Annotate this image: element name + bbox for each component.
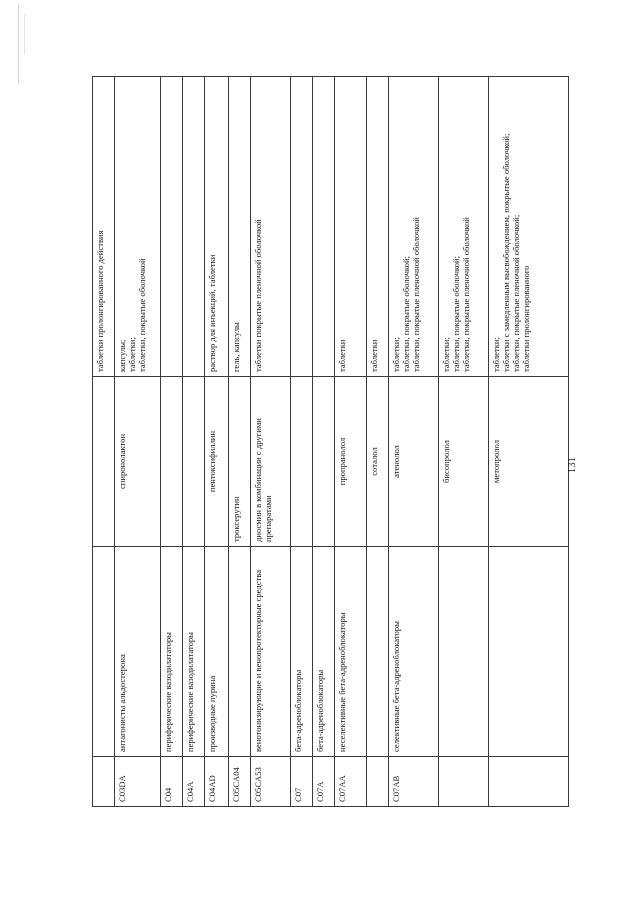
dosage-form-line: таблетки;	[491, 337, 501, 372]
table-row	[183, 77, 205, 807]
drug-name-cell	[93, 377, 115, 547]
dosage-forms-cell	[205, 77, 229, 377]
dosage-form-line: капсулы;	[117, 339, 127, 372]
drug-name-cell	[313, 377, 335, 547]
dosage-form-line: таблетки пролонгированного действия	[95, 230, 105, 372]
table-row	[367, 77, 389, 807]
atc-code-cell	[439, 757, 489, 807]
table-row	[205, 77, 229, 807]
atc-code-cell: C07AB	[389, 757, 439, 807]
dosage-forms-cell	[367, 77, 389, 377]
dosage-form-line: таблетки, покрытые оболочкой	[137, 258, 148, 372]
dosage-form-line: таблетки покрытые пленочной оболочкой	[253, 219, 263, 372]
dosage-form-line: таблетки с замедленным высвобождением, покрытые оболочкой;	[501, 133, 512, 372]
drug-name-cell	[183, 377, 205, 547]
atc-code-cell: C04A	[183, 757, 205, 807]
drug-name-cell: соталол	[367, 377, 389, 547]
dosage-forms-cell	[489, 77, 569, 377]
group-name-cell: венотонизирующие и венопротекторные средства	[251, 547, 291, 757]
drug-name-cell: атенолол	[389, 377, 439, 547]
dosage-forms-cell	[439, 77, 489, 377]
group-name-cell	[489, 547, 569, 757]
dosage-form-line: таблетки, покрытые оболочкой;	[451, 256, 462, 372]
table-body	[93, 77, 569, 807]
dosage-forms-cell	[183, 77, 205, 377]
drug-name-cell: бисопролол	[439, 377, 489, 547]
drug-name-cell: троксерутин	[229, 377, 251, 547]
group-name-cell	[367, 547, 389, 757]
group-name-cell: бета-адреноблокаторы	[291, 547, 313, 757]
drug-name-cell: метопролол	[489, 377, 569, 547]
drug-name-cell: пропранолол	[335, 377, 367, 547]
dosage-form-line: таблетки	[369, 339, 379, 372]
dosage-forms-cell	[229, 77, 251, 377]
group-name-cell	[439, 547, 489, 757]
table-row	[291, 77, 313, 807]
group-name-cell: периферические вазодилататоры	[161, 547, 183, 757]
group-name-cell	[93, 547, 115, 757]
table-row	[335, 77, 367, 807]
group-name-cell: антагонисты альдостерона	[115, 547, 161, 757]
group-name-cell: селективные бета-адреноблокаторы	[389, 547, 439, 757]
table-row	[161, 77, 183, 807]
dosage-forms-cell	[251, 77, 291, 377]
group-name-cell: производные пурина	[205, 547, 229, 757]
drug-name-cell	[291, 377, 313, 547]
dosage-forms-cell	[335, 77, 367, 377]
page-number: 131	[567, 456, 578, 473]
atc-code-cell: C05CA04	[229, 757, 251, 807]
atc-code-cell	[489, 757, 569, 807]
atc-code-cell: C05CA53	[251, 757, 291, 807]
group-name-cell	[229, 547, 251, 757]
atc-code-cell	[93, 757, 115, 807]
drug-name-cell	[161, 377, 183, 547]
dosage-forms-cell	[291, 77, 313, 377]
table-row	[229, 77, 251, 807]
dosage-form-line: раствор для инъекций, таблетки	[207, 254, 217, 372]
atc-code-cell: C07A	[313, 757, 335, 807]
table-row	[389, 77, 439, 807]
group-name-cell: периферические вазодилататоры	[183, 547, 205, 757]
dosage-form-line: таблетки, покрытые пленочной оболочкой;	[511, 214, 522, 372]
dosage-forms-cell	[93, 77, 115, 377]
dosage-form-line: таблетки пролонгированного	[521, 265, 532, 372]
dosage-form-line: таблетки;	[127, 337, 138, 372]
atc-code-cell: C03DA	[115, 757, 161, 807]
table-row	[439, 77, 489, 807]
table-row	[489, 77, 569, 807]
dosage-form-line: таблетки;	[391, 337, 401, 372]
dosage-form-line: таблетки, покрытые пленочной оболочкой	[461, 217, 472, 372]
drug-name-cell: спиронолактон	[115, 377, 161, 547]
dosage-forms-cell	[161, 77, 183, 377]
table-row	[313, 77, 335, 807]
table-row	[115, 77, 161, 807]
atc-code-cell: C04AD	[205, 757, 229, 807]
dosage-form-line: таблетки	[337, 339, 347, 372]
atc-code-cell	[367, 757, 389, 807]
group-name-cell: бета-адреноблокаторы	[313, 547, 335, 757]
dosage-forms-cell	[115, 77, 161, 377]
drug-name-cell: диосмин в комбинации с другими препаратами	[251, 377, 291, 547]
drug-name-cell: пентоксифиллин	[205, 377, 229, 547]
group-name-cell: неселективные бета-адреноблокаторы	[335, 547, 367, 757]
dosage-form-line: гель, капсулы	[231, 322, 241, 372]
dosage-form-line: таблетки;	[441, 337, 451, 372]
dosage-forms-cell	[313, 77, 335, 377]
atc-code-cell: C04	[161, 757, 183, 807]
table-row	[251, 77, 291, 807]
dosage-form-line: таблетки, покрытые оболочкой;	[401, 256, 412, 372]
atc-code-cell: C07AA	[335, 757, 367, 807]
dosage-form-line: таблетки, покрытые пленочной оболочкой	[411, 217, 422, 372]
drug-classification-table	[92, 76, 569, 807]
dosage-forms-cell	[389, 77, 439, 377]
atc-code-cell: C07	[291, 757, 313, 807]
table-row	[93, 77, 115, 807]
